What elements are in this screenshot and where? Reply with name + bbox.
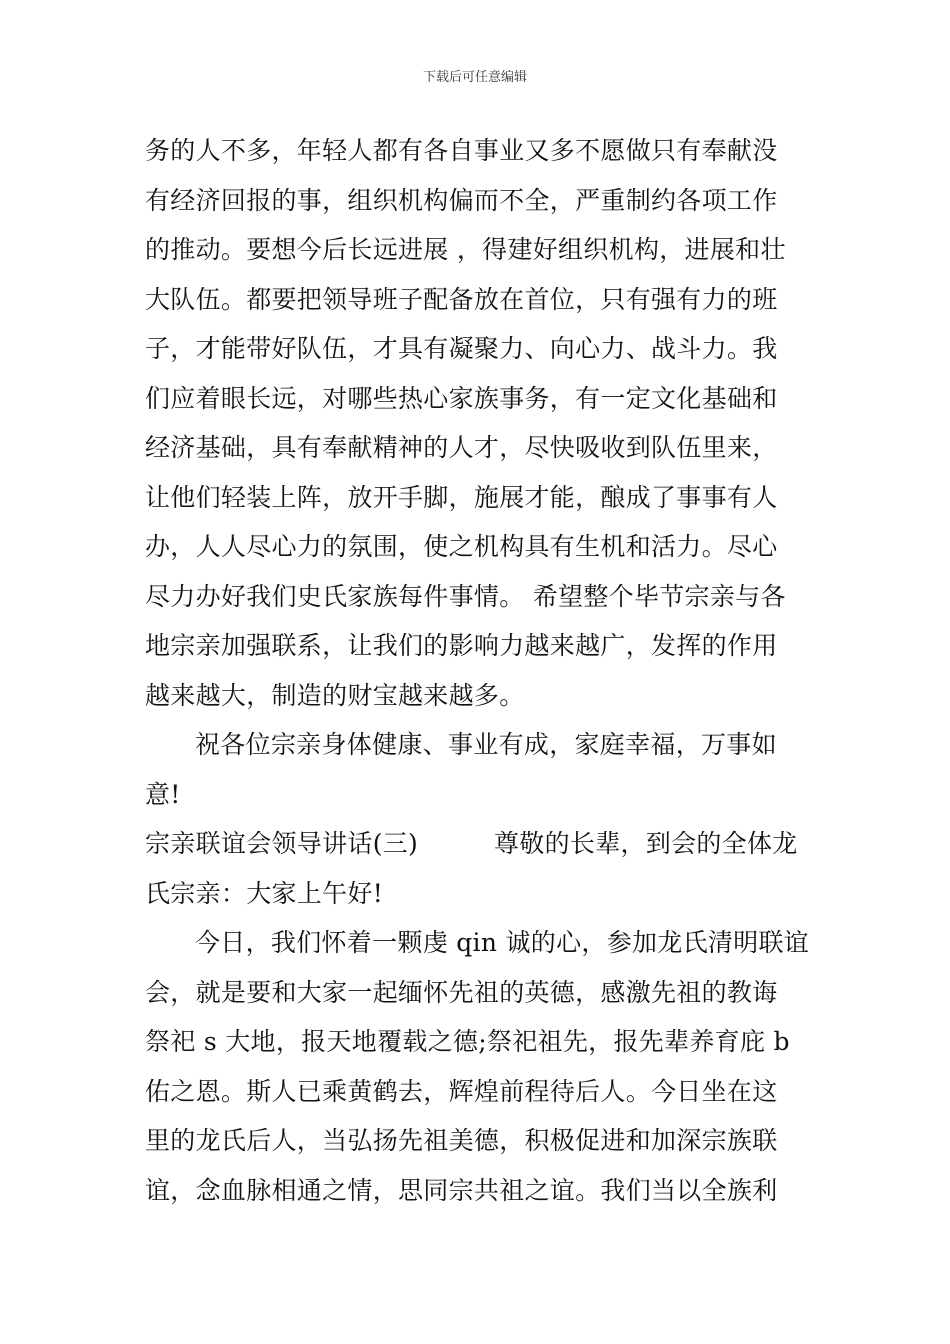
text-line: 会，就是要和大家一起缅怀先祖的英德，感激先祖的教诲 xyxy=(145,977,778,1007)
text-line: 子，才能带好队伍，才具有凝聚力、向心力、战斗力。我 xyxy=(145,334,778,363)
text-line: 氏宗亲：大家上午好! xyxy=(145,878,384,908)
text-line: 祭祀 s 大地，报天地覆载之德;祭祀祖先，报先辈养育庇 b xyxy=(145,1027,790,1056)
text-line-indented: 祝各位宗亲身体健康、事业有成，家庭幸福，万事如 xyxy=(195,730,777,759)
text-line: 佑之恩。斯人已乘黄鹤去，辉煌前程待后人。今日坐在这 xyxy=(145,1076,778,1106)
document-body xyxy=(145,126,810,1215)
text-line: 的推动。要想今后长远进展 ，得建好组织机构，进展和壮 xyxy=(145,235,786,264)
text-line: 越来越大，制造的财宝越来越多。 xyxy=(145,680,525,710)
text-line: 有经济回报的事，组织机构偏而不全，严重制约各项工作 xyxy=(145,185,778,215)
text-line: 尽力办好我们史氏家族每件事情。 希望整个毕节宗亲与各 xyxy=(145,581,786,611)
text-line: 意! xyxy=(145,779,181,809)
text-line: 们应着眼长远，对哪些热心家族事务，有一定文化基础和 xyxy=(145,383,778,413)
text-line: 谊，念血脉相通之情，思同宗共祖之谊。我们当以全族利 xyxy=(145,1175,778,1205)
text-line-indented: 今日，我们怀着一颗虔 qin 诚的心，参加龙氏清明联谊 xyxy=(195,928,810,957)
page-header: 下载后可任意编辑 xyxy=(422,70,527,85)
text-line: 地宗亲加强联系，让我们的影响力越来越广，发挥的作用 xyxy=(145,631,778,660)
text-line: 办，人人尽心力的氛围，使之机构具有生机和活力。尽心 xyxy=(145,532,778,561)
text-line: 里的龙氏后人，当弘扬先祖美德，积极促进和加深宗族联 xyxy=(145,1126,778,1155)
text-line: 让他们轻装上阵，放开手脚，施展才能，酿成了事事有人 xyxy=(145,482,778,512)
section-heading-line: 宗亲联谊会领导讲话(三) 尊敬的长辈，到会的全体龙 xyxy=(145,829,798,858)
text-line: 经济基础，具有奉献精神的人才，尽快吸收到队伍里来， xyxy=(145,433,778,462)
text-line: 务的人不多，年轻人都有各自事业又多不愿做只有奉献没 xyxy=(145,136,778,165)
text-line: 大队伍。都要把领导班子配备放在首位，只有强有力的班 xyxy=(145,284,778,314)
